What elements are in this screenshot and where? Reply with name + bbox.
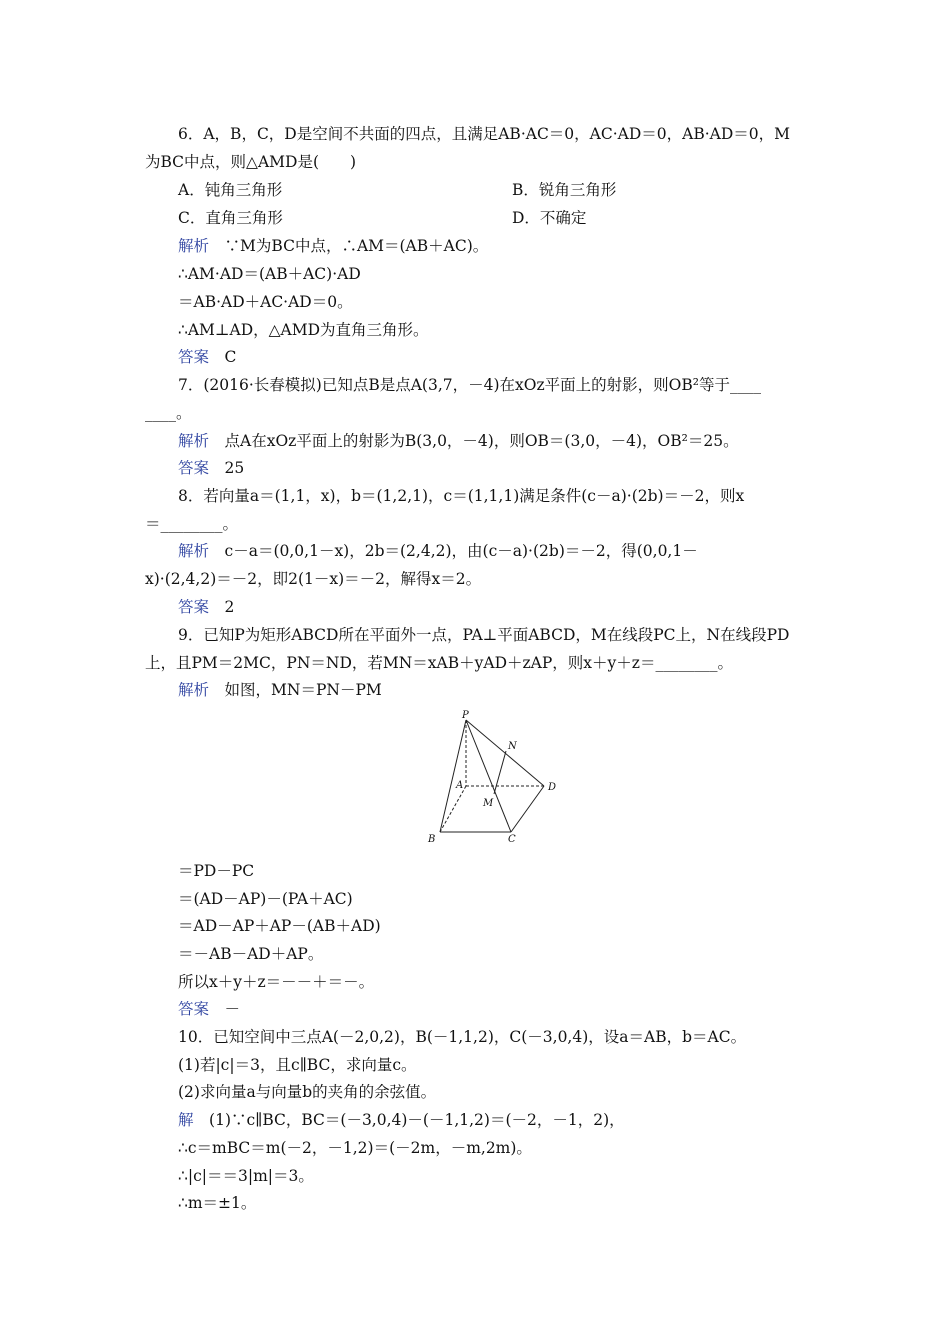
q7-stem-line2: ____。 xyxy=(145,404,192,422)
q10-stem-line3: (2)求向量a与向量b的夹角的余弦值。 xyxy=(178,1083,437,1101)
vertex-label-d: D xyxy=(548,782,557,793)
answer-label: 答案 xyxy=(178,348,210,366)
solution-text: 如图，MN＝PN－PM xyxy=(224,681,382,699)
q9-stem-line1: 9．已知P为矩形ABCD所在平面外一点，PA⊥平面ABCD，M在线段PC上，N在线段PD xyxy=(178,626,790,644)
q10-solution-line3: ∴|c|＝＝3|m|＝3。 xyxy=(178,1167,314,1185)
q6-solution-line4: ∴AM⊥AD，△AMD为直角三角形。 xyxy=(178,321,429,339)
vertex-label-c: C xyxy=(508,834,516,845)
q6-option-c: C．直角三角形 xyxy=(178,209,283,227)
solution-label: 解析 xyxy=(178,681,210,699)
q9-step-2: ＝(AD－AP)－(PA＋AC) xyxy=(178,890,353,908)
q9-step-1: ＝PD－PC xyxy=(178,862,255,880)
q7-answer xyxy=(178,458,244,478)
answer-label: 答案 xyxy=(178,1000,210,1018)
q9-step-4: ＝－AB－AD＋AP。 xyxy=(178,945,324,963)
q8-stem-line1: 8．若向量a＝(1,1，x)，b＝(1,2,1)，c＝(1,1,1)满足条件(c－a)·(2b)＝－2，则x xyxy=(178,487,745,505)
q9-step-3: ＝AD－AP＋AP－(AB＋AD) xyxy=(178,917,381,935)
q8-solution-line2: x)·(2,4,2)＝－2，即2(1－x)＝－2，解得x＝2。 xyxy=(145,570,482,588)
q6-solution-line1 xyxy=(178,236,488,256)
answer-label: 答案 xyxy=(178,459,210,477)
q6-answer xyxy=(178,347,236,367)
q9-stem-line2: 上，且PM＝2MC，PN＝ND，若MN＝xAB＋yAD＋zAP，则x＋y＋z＝________。 xyxy=(145,654,733,672)
solution-text: 点A在xOz平面上的射影为B(3,0，－4)，则OB＝(3,0，－4)，OB²＝25。 xyxy=(224,432,739,450)
solution-label: 解析 xyxy=(178,542,210,560)
vertex-label-p: P xyxy=(462,710,469,721)
q6-stem-line2: 为BC中点，则△AMD是( ) xyxy=(145,153,357,171)
q7-solution xyxy=(178,431,739,451)
q10-solution-line2: ∴c＝mBC＝m(－2，－1,2)＝(－2m，－m,2m)。 xyxy=(178,1139,532,1157)
q6-option-a: A．钝角三角形 xyxy=(178,181,283,199)
q8-answer xyxy=(178,597,234,617)
answer-label: 答案 xyxy=(178,598,210,616)
solution-text: ∵M为BC中点，∴AM＝(AB＋AC)。 xyxy=(224,237,489,255)
answer-value: C xyxy=(224,348,237,366)
q6-stem-line1: 6．A，B，C，D是空间不共面的四点，且满足AB·AC＝0，AC·AD＝0，AB·AD＝0，M xyxy=(178,125,790,143)
solution-label: 解析 xyxy=(178,237,210,255)
solution-text: c－a＝(0,0,1－x)，2b＝(2,4,2)，由(c－a)·(2b)＝－2，得(0,0,1－ xyxy=(224,542,698,560)
solution-label: 解析 xyxy=(178,432,210,450)
q6-solution-line3: ＝AB·AD＋AC·AD＝0。 xyxy=(178,293,353,311)
q6-solution-line2: ∴AM·AD＝(AB＋AC)·AD xyxy=(178,265,361,283)
vertex-label-b: B xyxy=(428,834,436,845)
q10-solution-line1 xyxy=(178,1110,625,1130)
q8-stem-line2: ＝________。 xyxy=(145,515,239,533)
q10-stem-line2: (1)若|c|＝3，且c∥BC，求向量c。 xyxy=(178,1056,417,1074)
q9-step-5: 所以x＋y＋z＝－－＋＝－。 xyxy=(178,973,375,991)
vertex-label-m: M xyxy=(483,798,494,809)
vertex-label-n: N xyxy=(508,741,517,752)
answer-value: 25 xyxy=(224,459,245,477)
q6-option-d: D．不确定 xyxy=(512,209,587,227)
q7-stem-line1: 7．(2016·长春模拟)已知点B是点A(3,7，－4)在xOz平面上的射影，则OB²等于____ xyxy=(178,376,761,394)
q9-solution xyxy=(178,680,382,700)
q9-answer xyxy=(178,999,240,1019)
q10-solution-line4: ∴m＝±1。 xyxy=(178,1194,257,1212)
pyramid-figure xyxy=(420,708,570,848)
answer-value: 2 xyxy=(224,598,235,616)
vertex-label-a: A xyxy=(456,780,464,791)
answer-value: － xyxy=(224,1000,241,1018)
q6-option-b: B．锐角三角形 xyxy=(512,181,617,199)
solution-text: (1)∵c∥BC，BC＝(－3,0,4)－(－1,1,2)＝(－2，－1，2)， xyxy=(209,1111,625,1129)
solution-label: 解 xyxy=(178,1111,194,1129)
q8-solution-line1 xyxy=(178,541,698,561)
q10-stem-line1: 10．已知空间中三点A(－2,0,2)，B(－1,1,2)，C(－3,0,4)，设a＝AB，b＝AC。 xyxy=(178,1028,747,1046)
